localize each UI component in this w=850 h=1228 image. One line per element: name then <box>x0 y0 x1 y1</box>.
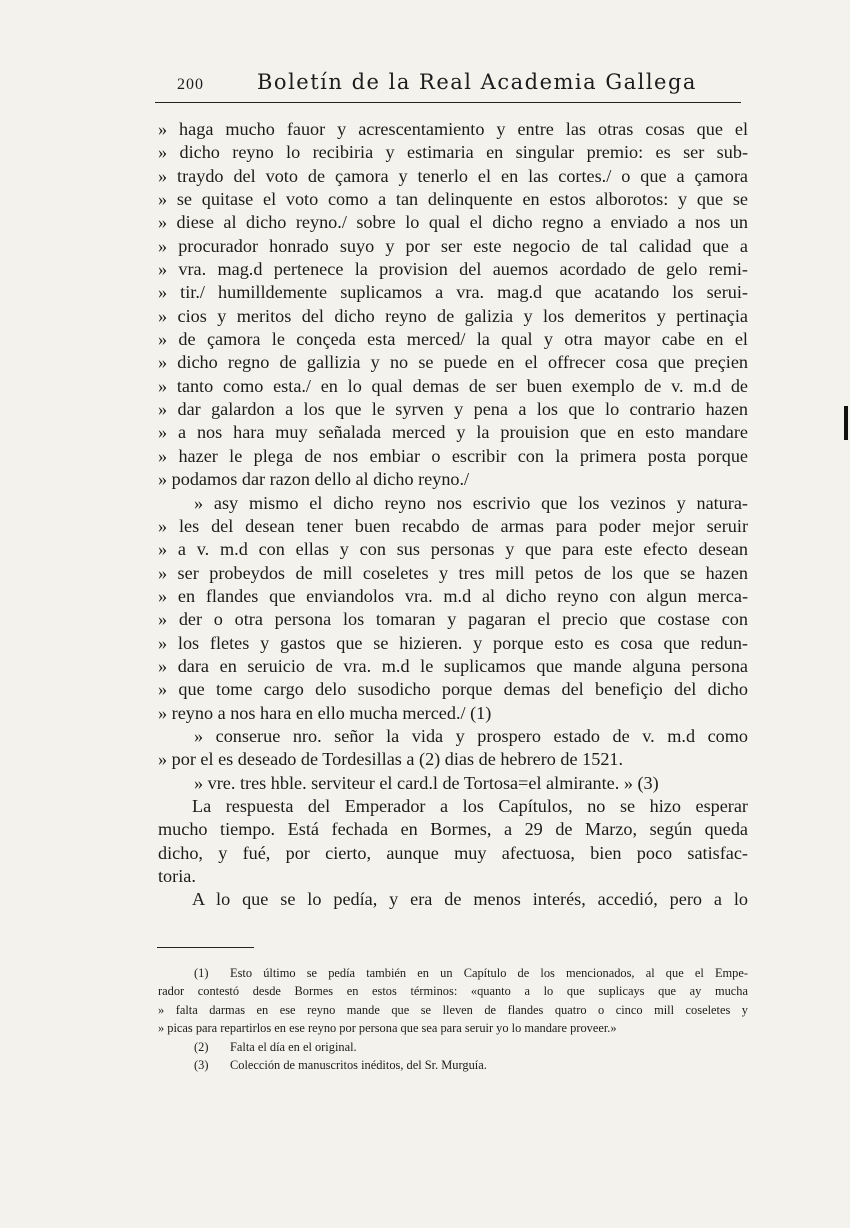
text-line: La respuesta del Emperador a los Capítulos, no se hizo esperar <box>192 795 748 816</box>
text-line: » dicho reyno lo recibiria y estimaria en singular premio: es ser sub- <box>158 142 748 163</box>
footnote-text: Esto último se pedía también en un Capítulo de los mencionados, al que el Empe- <box>230 966 748 980</box>
footnote-text: Falta el día en el original. <box>230 1039 357 1054</box>
footnote-line <box>158 1019 748 1037</box>
running-title: Boletín de la Real Academia Gallega <box>257 70 697 94</box>
text-line: » dar galardon a los que le syrven y pena a los que lo contrario hazen <box>158 399 748 420</box>
footnote-line <box>158 1038 748 1056</box>
text-line: » haga mucho fauor y acrescentamiento y entre las otras cosas que el <box>158 119 748 139</box>
footnote-line <box>158 1056 748 1074</box>
footnote-line <box>158 964 748 982</box>
text-line: » podamos dar razon dello al dicho reyno./ <box>158 469 470 490</box>
page-number: 200 <box>177 76 204 93</box>
text-line: » por el es deseado de Tordesillas a (2) dias de hebrero de 1521. <box>158 749 624 770</box>
text-line: » cios y meritos del dicho reyno de galizia y los demeritos y pertinaçia <box>158 305 748 326</box>
text-line: » dicho regno de gallizia y no se puede en el offrecer cosa que preçien <box>158 352 748 373</box>
text-line: » tanto como esta./ en lo qual demas de ser buen exemplo de v. m.d de <box>158 375 748 396</box>
text-line: toria. <box>158 866 196 886</box>
text-line: » se quitase el voto como a tan delinquente en estos alborotos: y que se <box>158 189 748 210</box>
footnote-text: Colección de manuscritos inéditos, del Sr. Murguía. <box>230 1057 487 1072</box>
running-header <box>155 70 741 103</box>
footnote-separator <box>157 947 254 948</box>
text-line: A lo que se lo pedía, y era de menos interés, accedió, pero a lo <box>192 889 748 910</box>
margin-mark <box>844 406 848 440</box>
footnote-line <box>158 982 748 1000</box>
text-line: » procurador honrado suyo y por ser este negocio de tal calidad que a <box>158 235 748 256</box>
text-line: » los fletes y gastos que se hizieren. y porque esto es cosa que redun- <box>158 632 748 653</box>
footnote-text: rador contestó desde Bormes en estos términos: «quanto a lo que suplicays que ay mucha <box>158 984 748 999</box>
text-line: dicho, y fué, por cierto, aunque muy afectuosa, bien poco satisfac- <box>158 842 748 863</box>
text-line: » ser probeydos de mill coseletes y tres mill petos de los que se hazen <box>158 562 748 583</box>
text-line: » dara en seruicio de vra. m.d le suplicamos que mande alguna persona <box>158 655 748 676</box>
text-line: » asy mismo el dicho reyno nos escrivio que los vezinos y natura- <box>194 492 748 513</box>
text-line: » conserue nro. señor la vida y prospero estado de v. m.d como <box>194 725 748 746</box>
text-line: » vra. mag.d pertenece la provision del auemos acordado de gelo remi- <box>158 259 748 280</box>
text-line: » hazer le plega de nos embiar o escribir con la primera posta porque <box>158 445 748 466</box>
text-line: » de çamora le conçeda esta merced/ la qual y otra mayor cabe en el <box>158 329 748 350</box>
text-line: mucho tiempo. Está fechada en Bormes, a 29 de Marzo, según queda <box>158 819 748 840</box>
text-line: » reyno a nos hara en ello mucha merced./ (1) <box>158 702 492 723</box>
text-line: » que tome cargo delo susodicho porque demas del benefiçio del dicho <box>158 679 748 700</box>
text-line: » les del desean tener buen recabdo de armas para poder mejor seruir <box>158 515 748 536</box>
footnote-line <box>158 1001 748 1019</box>
text-line: » en flandes que enviandolos vra. m.d al dicho reyno con algun merca- <box>158 585 748 606</box>
text-line: » a v. m.d con ellas y con sus personas y que para este efecto desean <box>158 539 748 560</box>
text-line: » diese al dicho reyno./ sobre lo qual el dicho regno a enviado a nos un <box>158 212 748 233</box>
body-text <box>158 118 748 912</box>
footnote-text: » falta darmas en ese reyno mande que se lleven de flandes quatro o cinco mill coseletes y <box>158 1002 748 1017</box>
footnote-number: (3) <box>194 1057 209 1072</box>
footnotes <box>158 964 748 1074</box>
text-line: » traydo del voto de çamora y tenerlo el en las cortes./ o que a çamora <box>158 165 748 186</box>
footnote-number: (1) <box>194 966 209 980</box>
text-line: » a nos hara muy señalada merced y la prouision que en esto mandare <box>158 422 748 443</box>
footnote-number: (2) <box>194 1039 209 1054</box>
footnote-text: » picas para repartirlos en ese reyno por persona que sea para seruir yo lo mandare proveer.» <box>158 1021 617 1036</box>
text-line: » tir./ humilldemente suplicamos a vra. mag.d que acatando los serui- <box>158 282 748 303</box>
text-line: » der o otra persona los tomaran y pagaran el precio que costase con <box>158 609 748 630</box>
text-line: » vre. tres hble. serviteur el card.l de Tortosa=el almirante. » (3) <box>194 772 659 793</box>
